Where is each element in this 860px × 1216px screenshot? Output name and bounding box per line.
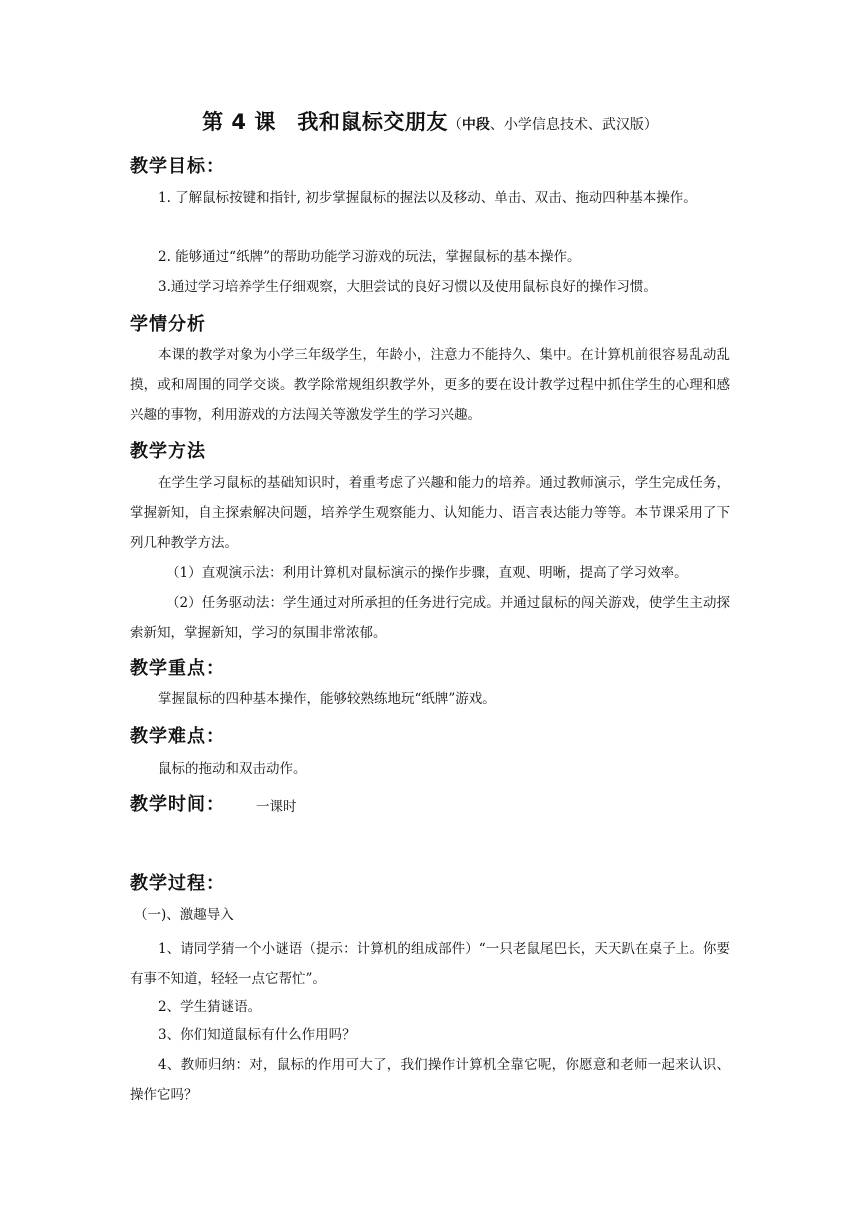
goal-item-3: 3.通过学习培养学生仔细观察，大胆尝试的良好习惯以及使用鼠标良好的操作习惯。 [158, 279, 657, 295]
analysis-heading: 学情分析 [130, 314, 206, 335]
key-text: 掌握鼠标的四种基本操作，能够较熟练地玩“纸牌”游戏。 [158, 691, 496, 707]
goals-heading: 教学目标： [130, 156, 225, 177]
methods-heading: 教学方法 [130, 441, 206, 462]
process-step-1: 1、请同学猜一个小谜语（提示：计算机的组成部件）“一只老鼠尾巴长，天天趴在桌子上。你要有事不知道，轻轻一点它帮忙”。 [130, 941, 730, 987]
time-heading: 教学时间： [130, 794, 225, 815]
analysis-text: 本课的教学对象为小学三年级学生，年龄小，注意力不能持久、集中。在计算机前很容易乱动乱摸，或和周围的同学交谈。教学除常规组织教学外，更多的要在设计教学过程中抓住学生的心理和感兴趣的事物，利用游戏的方法闯关等激发学生的学习兴趣。 [130, 347, 730, 423]
method-2: （2）任务驱动法：学生通过对所承担的任务进行完成。并通过鼠标的闯关游戏，使学生主动探索新知，掌握新知，学习的氛围非常浓郁。 [130, 595, 730, 641]
goal-item-2: 2. 能够通过“纸牌”的帮助功能学习游戏的玩法，掌握鼠标的基本操作。 [158, 249, 581, 265]
process-step-4: 4、教师归纳：对，鼠标的作用可大了，我们操作计算机全靠它呢，你愿意和老师一起来认识、操作它吗？ [130, 1057, 730, 1103]
difficulty-text: 鼠标的拖动和双击动作。 [158, 761, 307, 777]
lesson-title-sub: （中段、小学信息技术、武汉版） [447, 117, 658, 133]
lesson-title [0, 106, 860, 136]
goal-item-1: 1. 了解鼠标按键和指针, 初步掌握鼠标的握法以及移动、单击、双击、拖动四种基本操作。 [158, 190, 697, 206]
process-step-3: 3、你们知道鼠标有什么作用吗？ [158, 1027, 356, 1043]
methods-intro: 在学生学习鼠标的基础知识时，着重考虑了兴趣和能力的培养。通过教师演示，学生完成任务，掌握新知，自主探索解决问题，培养学生观察能力、认知能力、语言表达能力等等。本节课采用了下列几种教学方法。 [130, 475, 730, 551]
lesson-title-sub-bold: 中段 [461, 117, 490, 133]
time-value: 一课时 [256, 799, 297, 815]
process-step-2: 2、学生猜谜语。 [158, 999, 262, 1015]
method-1: （1）直观演示法：利用计算机对鼠标演示的操作步骤，直观、明晰，提高了学习效率。 [166, 565, 688, 581]
lesson-title-main: 第 4 课 我和鼠标交朋友 [202, 110, 448, 134]
difficulty-heading: 教学难点： [130, 726, 225, 747]
key-heading: 教学重点： [130, 658, 225, 679]
process-heading: 教学过程： [130, 873, 225, 894]
process-part-1: （一)、激趣导入 [134, 907, 234, 923]
